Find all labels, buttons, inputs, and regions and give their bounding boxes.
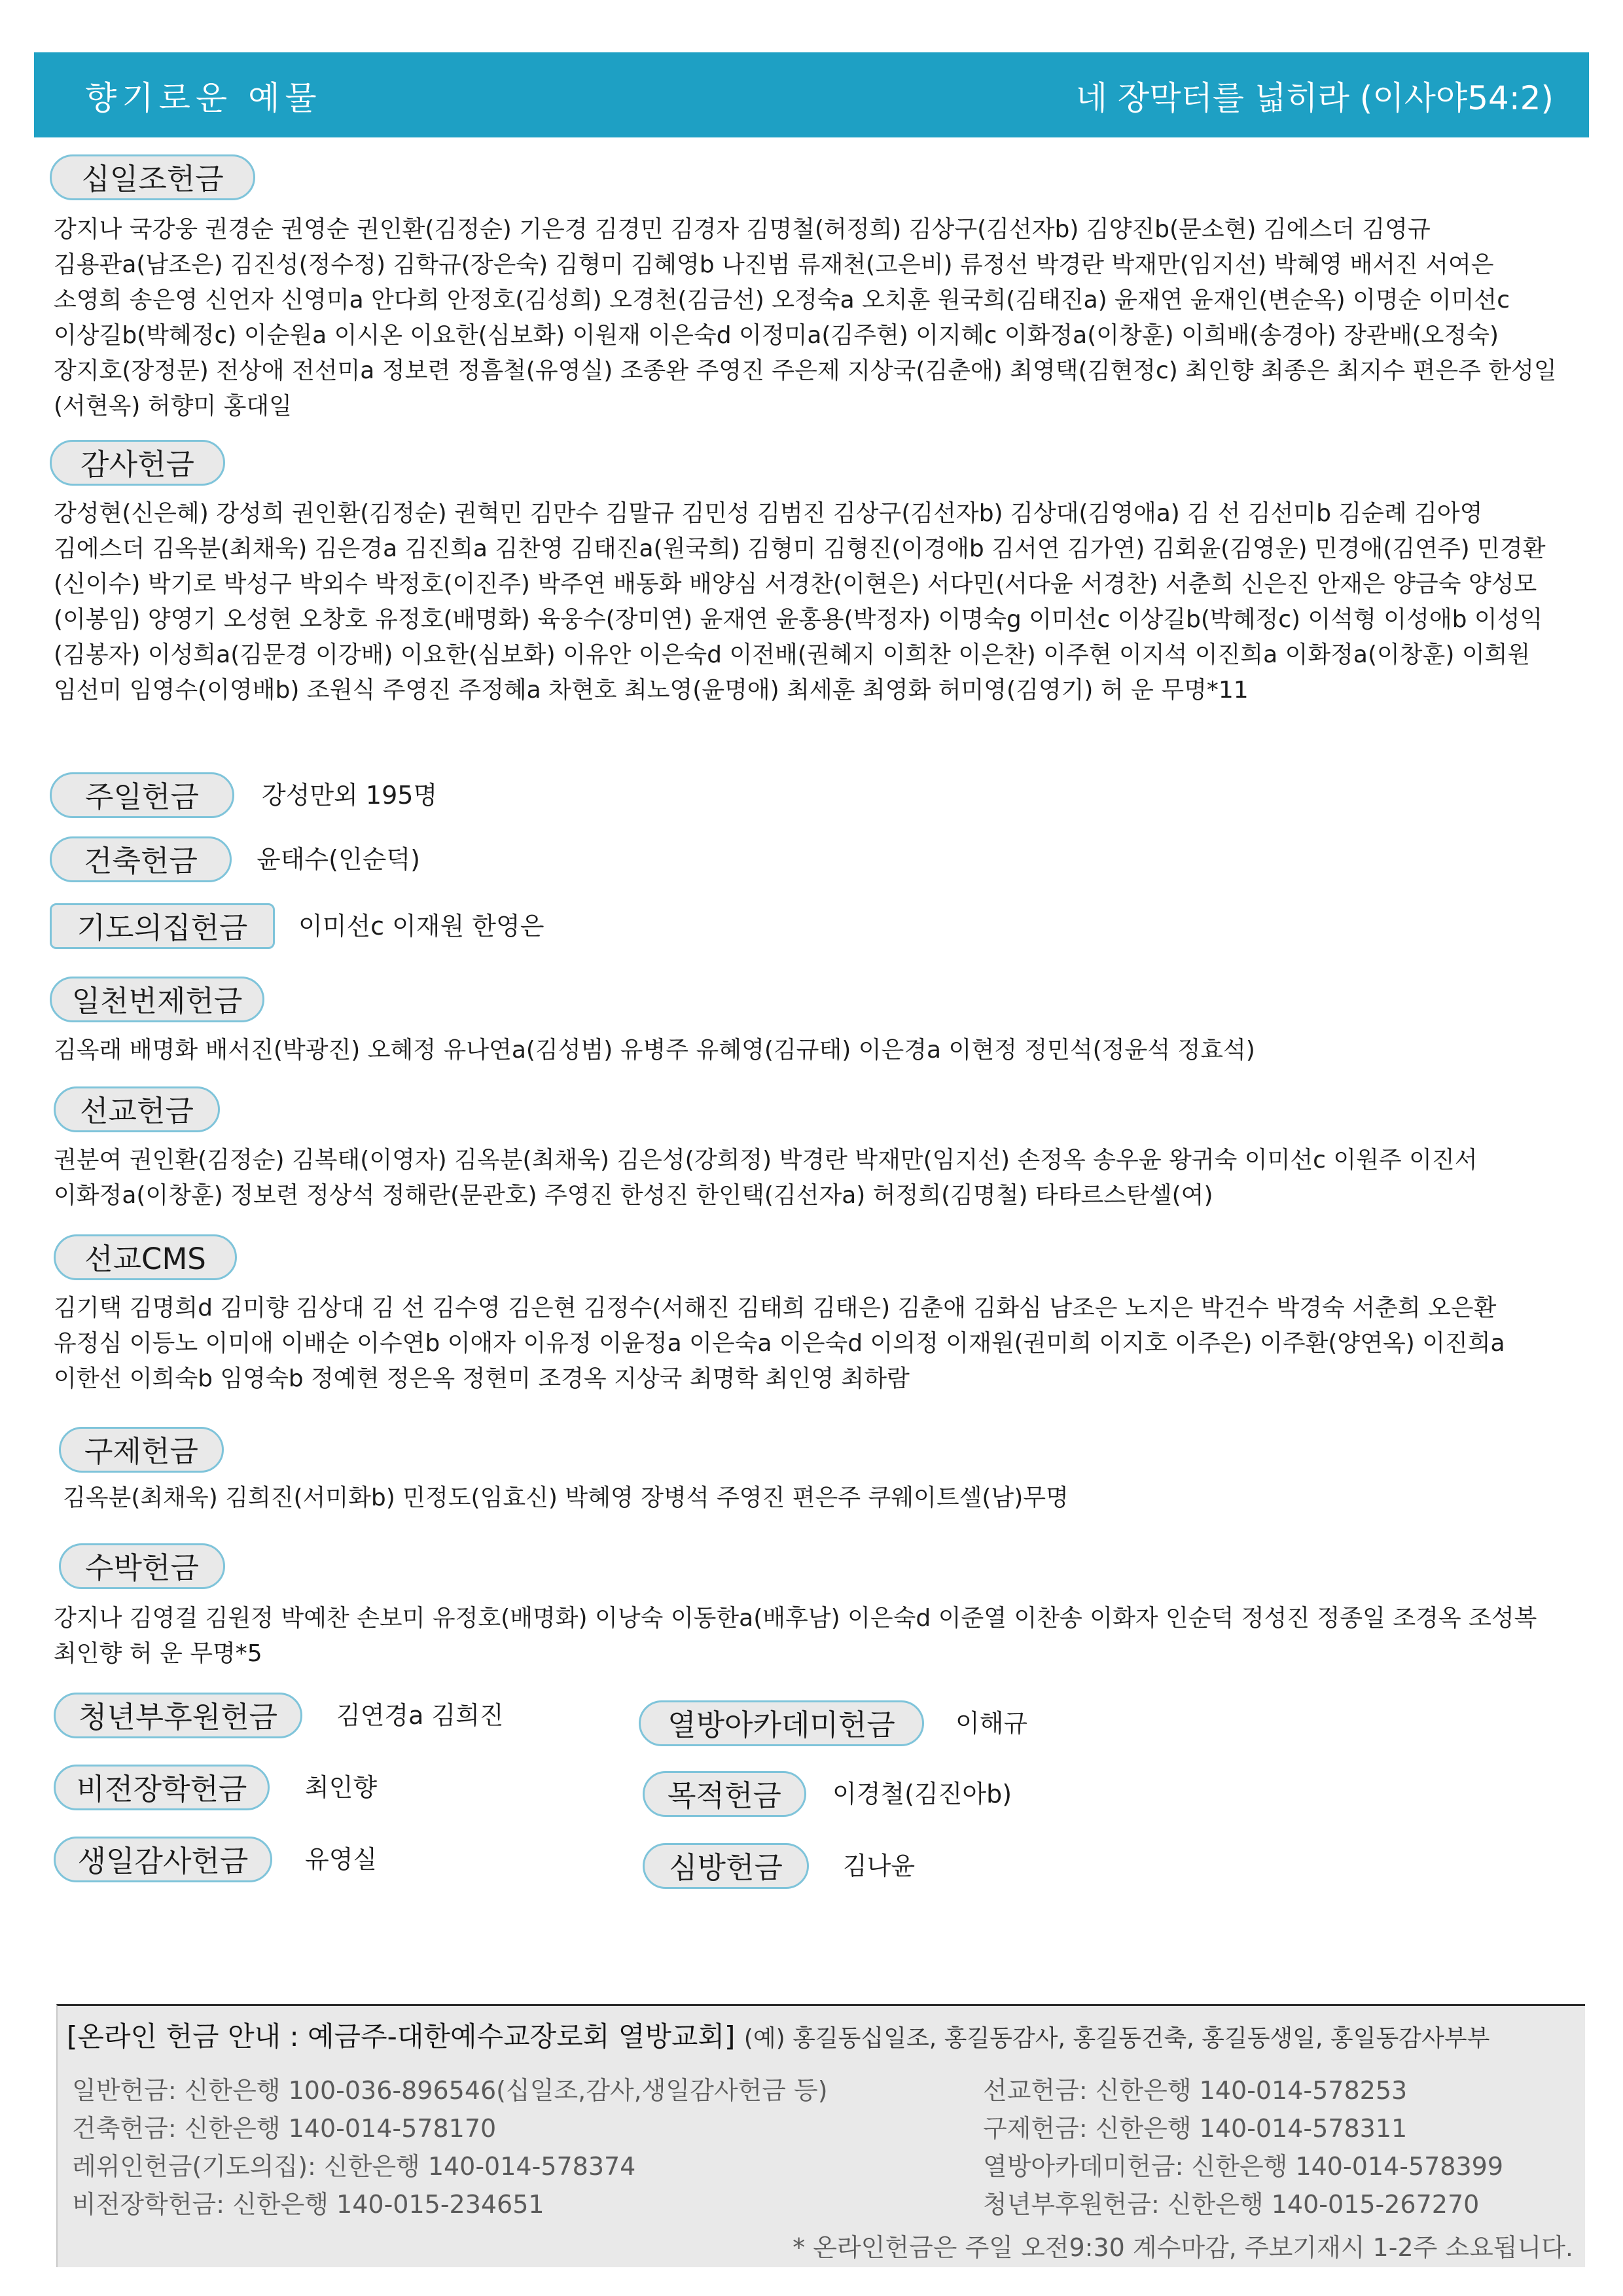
section-text-relief: 김옥분(최채욱) 김희진(서미화b) 민정도(임효신) 박혜영 장병석 주영진 편은주 쿠웨이트셀(남)무명 [63,1484,1069,1511]
section-text-youth-support: 김연경a 김희진 [336,1701,504,1730]
section-text-scholarship: 최인향 [305,1773,378,1802]
online-offering-box [56,2004,1585,2267]
section-label-mission: 선교헌금 [54,1086,220,1132]
section-label-visit: 심방헌금 [643,1843,809,1889]
header-verse: 네 장막터를 넓히라 (이사야54:2) [1075,79,1554,117]
page-title: 향기로운 예물 [85,79,322,117]
section-label-academy: 열방아카데미헌금 [639,1700,924,1746]
section-text-mission-cms: 김기택 김명희d 김미향 김상대 김 선 김수영 김은현 김정수(서해진 김태희 김태은) 김춘애 김화심 남조은 노지은 박건수 박경숙 서춘희 오은환 유정심 이등노 이미애 이배순 이수연b 이애자 이유정 이윤정a 이은숙a 이은숙d 이의정 이재원(권미희 이지호 이주은) 이주환(양연옥) 이진희a 이한선 이희숙b 임영숙b 정예현 정은옥 정현미 조경옥 지상국 최명학 최인영 최하람 [54,1295,1505,1392]
section-label-thanks: 감사헌금 [50,440,225,486]
section-text-harvest: 강지나 김영걸 김원정 박예찬 손보미 유정호(배명화) 이낭숙 이동한a(배후남) 이은숙d 이준열 이찬송 이화자 인순덕 정성진 정종일 조경옥 조성복 최인향 허 운 무명*5 [54,1605,1537,1667]
account-mission: 선교헌금: 신한은행 140-014-578253 [983,2076,1408,2105]
account-building: 건축헌금: 신한은행 140-014-578170 [72,2114,497,2143]
account-general: 일반헌금: 신한은행 100-036-896546(십일조,감사,생일감사헌금 등) [72,2076,828,2105]
section-label-harvest: 수박헌금 [59,1543,225,1589]
section-text-prayer-house: 이미선c 이재원 한영은 [298,912,544,941]
section-label-youth-support: 청년부후원헌금 [54,1693,302,1738]
account-scholarship: 비전장학헌금: 신한은행 140-015-234651 [72,2190,544,2219]
section-label-tithe: 십일조헌금 [50,154,255,200]
account-relief: 구제헌금: 신한은행 140-014-578311 [983,2114,1408,2143]
account-academy: 열방아카데미헌금: 신한은행 140-014-578399 [983,2152,1504,2181]
section-text-thanks: 강성현(신은혜) 강성희 권인환(김정순) 권혁민 김만수 김말규 김민성 김범진 김상구(김선자b) 김상대(김영애a) 김 선 김선미b 김순례 김아영 김에스더 김옥분(최채욱) 김은경a 김진희a 김찬영 김태진a(원국희) 김형미 김형진(이경애b 김서연 김가연) 김회윤(김영운) 민경애(김연주) 민경환(신이수) 박기로 박성구 박외수 박정호(이진주) 박주연 배동화 배양심 서경찬(이현은) 서다민(서다윤 서경찬) 서춘희 신은진 안재은 양금숙 양성모(이봉임) 양영기 오성현 오창호 유정호(배명화) 육웅수(장미연) 윤재연 윤홍용(박정자) 이명숙g 이미선c 이상길b(박혜정c) 이석형 이성애b 이성익(김봉자) 이성희a(김문경 이강배) 이요한(심보화) 이유안 이은숙d 이전배(권혜지 이희찬 이은찬) 이주현 이지석 이진희a 이화정a(이창훈) 이희원 임선미 임영수(이영배b) 조원식 주영진 주정혜a 차현호 최노영(윤명애) 최세훈 최영화 허미영(김영기) 허 운 무명*11 [54,500,1546,704]
section-text-purpose: 이경철(김진아b) [832,1780,1012,1808]
section-label-sunday: 주일헌금 [50,772,234,818]
online-guide-example: (예) 홍길동십일조, 홍길동감사, 홍길동건축, 홍길동생일, 홍일동감사부부 [743,2025,1490,2052]
section-label-building: 건축헌금 [50,836,232,882]
section-text-birthday: 유영실 [305,1845,378,1874]
section-label-birthday: 생일감사헌금 [54,1837,272,1882]
section-label-prayer-house: 기도의집헌금 [50,903,275,949]
account-youth: 청년부후원헌금: 신한은행 140-015-267270 [983,2190,1480,2219]
section-label-scholarship: 비전장학헌금 [54,1765,270,1810]
section-text-academy: 이해규 [955,1709,1028,1738]
section-label-relief: 구제헌금 [59,1427,224,1473]
section-label-thousand: 일천번제헌금 [50,977,264,1022]
account-levite: 레위인헌금(기도의집): 신한은행 140-014-578374 [72,2152,636,2181]
section-text-mission: 권분여 권인환(김정순) 김복태(이영자) 김옥분(최채욱) 김은성(강희정) 박경란 박재만(임지선) 손정옥 송우윤 왕귀숙 이미선c 이원주 이진서 이화정a(이창훈) 정보련 정상석 정해란(문관호) 주영진 한성진 한인택(김선자a) 허정희(김명철) 타타르스탄셀(여) [54,1147,1478,1209]
section-text-building: 윤태수(인순덕) [257,845,420,874]
section-text-visit: 김나윤 [843,1852,916,1880]
section-label-purpose: 목적헌금 [643,1771,806,1817]
section-label-mission-cms: 선교CMS [54,1234,237,1280]
accounts-right [983,2072,1503,2223]
accounts-left [72,2072,828,2223]
online-guide-line [67,2015,1489,2054]
header-banner [34,52,1589,137]
online-guide-title: [온라인 헌금 안내 : 예금주-대한예수교장로회 열방교회] [67,2020,736,2053]
online-offering-note: * 온라인헌금은 주일 오전9:30 계수마감, 주보기재시 1-2주 소요됩니다. [793,2233,1573,2262]
section-text-sunday: 강성만외 195명 [262,781,438,810]
section-text-thousand: 김옥래 배명화 배서진(박광진) 오혜정 유나연a(김성범) 유병주 유혜영(김규태) 이은경a 이현정 정민석(정윤석 정효석) [54,1037,1255,1064]
section-text-tithe: 강지나 국강웅 권경순 권영순 권인환(김정순) 기은경 김경민 김경자 김명철(허정희) 김상구(김선자b) 김양진b(문소현) 김에스더 김영규 김용관a(남조은) 김진성(정수정) 김학규(장은숙) 김형미 김혜영b 나진범 류재천(고은비) 류정선 박경란 박재만(임지선) 박혜영 배서진 서여은 소영희 송은영 신언자 신영미a 안다희 안정호(김성희) 오경천(김금선) 오정숙a 오치훈 원국희(김태진a) 윤재연 윤재인(변순옥) 이명순 이미선c 이상길b(박혜정c) 이순원a 이시온 이요한(심보화) 이원재 이은숙d 이정미a(김주현) 이지혜c 이화정a(이창훈) 이희배(송경아) 장관배(오정숙) 장지호(장정문) 전상애 전선미a 정보련 정흠철(유영실) 조종완 주영진 주은제 지상국(김춘애) 최영택(김현정c) 최인향 최종은 최지수 편은주 한성일(서현옥) 허향미 홍대일 [54,216,1557,420]
